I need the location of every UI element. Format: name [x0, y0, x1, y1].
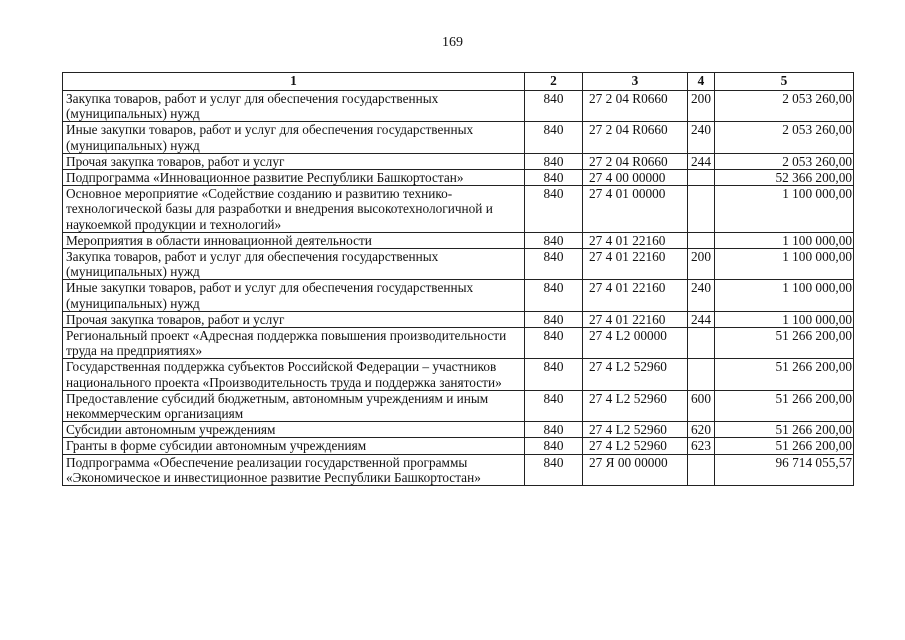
- row-name: Региональный проект «Адресная поддержка повышения производительности труда на предприятиях»: [63, 328, 525, 359]
- header-col-5: 5: [715, 73, 854, 91]
- row-code: 840: [525, 438, 583, 454]
- row-target-article: 27 2 04 R0660: [583, 122, 688, 153]
- row-target-article: 27 2 04 R0660: [583, 153, 688, 169]
- row-expense-type: 200: [688, 249, 715, 280]
- row-amount: 1 100 000,00: [715, 186, 854, 233]
- header-col-3: 3: [583, 73, 688, 91]
- table-row: [63, 422, 854, 438]
- row-amount: 96 714 055,57: [715, 454, 854, 485]
- row-target-article: 27 4 01 00000: [583, 186, 688, 233]
- row-amount: 51 266 200,00: [715, 359, 854, 390]
- table-row: [63, 390, 854, 421]
- row-name: Прочая закупка товаров, работ и услуг: [63, 153, 525, 169]
- row-expense-type: [688, 186, 715, 233]
- row-amount: 51 266 200,00: [715, 438, 854, 454]
- row-name: Основное мероприятие «Содействие созданию и развитию технико-технологической базы для разработки и внедрения высокотехнологичной и наукоемкой продукции и технологий»: [63, 186, 525, 233]
- row-name: Мероприятия в области инновационной деятельности: [63, 232, 525, 248]
- row-target-article: 27 4 L2 52960: [583, 438, 688, 454]
- row-expense-type: [688, 359, 715, 390]
- row-target-article: 27 2 04 R0660: [583, 91, 688, 122]
- header-col-1: 1: [63, 73, 525, 91]
- row-name: Подпрограмма «Инновационное развитие Республики Башкортостан»: [63, 170, 525, 186]
- row-code: 840: [525, 122, 583, 153]
- table-row: [63, 438, 854, 454]
- table-row: [63, 170, 854, 186]
- row-code: 840: [525, 328, 583, 359]
- row-expense-type: 244: [688, 311, 715, 327]
- row-code: 840: [525, 422, 583, 438]
- table-row: [63, 359, 854, 390]
- row-code: 840: [525, 91, 583, 122]
- table-row: [63, 232, 854, 248]
- row-name: Гранты в форме субсидии автономным учреждениям: [63, 438, 525, 454]
- row-expense-type: [688, 454, 715, 485]
- row-code: 840: [525, 454, 583, 485]
- row-amount: 2 053 260,00: [715, 153, 854, 169]
- row-target-article: 27 4 00 00000: [583, 170, 688, 186]
- budget-table: [62, 72, 854, 486]
- row-expense-type: 240: [688, 122, 715, 153]
- row-code: 840: [525, 186, 583, 233]
- row-expense-type: 240: [688, 280, 715, 311]
- row-amount: 2 053 260,00: [715, 91, 854, 122]
- row-amount: 51 266 200,00: [715, 328, 854, 359]
- row-target-article: 27 4 01 22160: [583, 311, 688, 327]
- row-expense-type: 244: [688, 153, 715, 169]
- row-amount: 51 266 200,00: [715, 390, 854, 421]
- page-number: 169: [442, 35, 463, 50]
- row-target-article: 27 4 L2 52960: [583, 390, 688, 421]
- row-code: 840: [525, 153, 583, 169]
- row-code: 840: [525, 390, 583, 421]
- row-name: Закупка товаров, работ и услуг для обеспечения государственных (муниципальных) нужд: [63, 91, 525, 122]
- table-row: [63, 280, 854, 311]
- header-col-2: 2: [525, 73, 583, 91]
- table-row: [63, 186, 854, 233]
- row-code: 840: [525, 359, 583, 390]
- row-name: Подпрограмма «Обеспечение реализации государственной программы «Экономическое и инвестиционное развитие Республики Башкортостан»: [63, 454, 525, 485]
- row-code: 840: [525, 280, 583, 311]
- header-col-4: 4: [688, 73, 715, 91]
- table-row: [63, 328, 854, 359]
- row-amount: 51 266 200,00: [715, 422, 854, 438]
- table-row: [63, 91, 854, 122]
- row-expense-type: [688, 170, 715, 186]
- row-code: 840: [525, 232, 583, 248]
- row-expense-type: 623: [688, 438, 715, 454]
- row-name: Иные закупки товаров, работ и услуг для обеспечения государственных (муниципальных) нужд: [63, 280, 525, 311]
- row-amount: 1 100 000,00: [715, 232, 854, 248]
- table-row: [63, 249, 854, 280]
- row-target-article: 27 4 01 22160: [583, 249, 688, 280]
- table-row: [63, 311, 854, 327]
- row-target-article: 27 4 L2 52960: [583, 359, 688, 390]
- row-name: Закупка товаров, работ и услуг для обеспечения государственных (муниципальных) нужд: [63, 249, 525, 280]
- row-amount: 1 100 000,00: [715, 249, 854, 280]
- row-expense-type: 600: [688, 390, 715, 421]
- row-amount: 2 053 260,00: [715, 122, 854, 153]
- row-target-article: 27 4 01 22160: [583, 280, 688, 311]
- row-amount: 1 100 000,00: [715, 311, 854, 327]
- row-expense-type: 200: [688, 91, 715, 122]
- row-target-article: 27 Я 00 00000: [583, 454, 688, 485]
- row-name: Субсидии автономным учреждениям: [63, 422, 525, 438]
- table-row: [63, 454, 854, 485]
- row-amount: 1 100 000,00: [715, 280, 854, 311]
- row-name: Иные закупки товаров, работ и услуг для обеспечения государственных (муниципальных) нужд: [63, 122, 525, 153]
- row-amount: 52 366 200,00: [715, 170, 854, 186]
- row-target-article: 27 4 L2 00000: [583, 328, 688, 359]
- row-name: Предоставление субсидий бюджетным, автономным учреждениям и иным некоммерческим организациям: [63, 390, 525, 421]
- table-row: [63, 153, 854, 169]
- row-target-article: 27 4 01 22160: [583, 232, 688, 248]
- header-row: [63, 73, 854, 91]
- row-code: 840: [525, 311, 583, 327]
- row-expense-type: [688, 232, 715, 248]
- row-code: 840: [525, 170, 583, 186]
- row-name: Прочая закупка товаров, работ и услуг: [63, 311, 525, 327]
- row-code: 840: [525, 249, 583, 280]
- row-expense-type: 620: [688, 422, 715, 438]
- row-target-article: 27 4 L2 52960: [583, 422, 688, 438]
- table-row: [63, 122, 854, 153]
- row-expense-type: [688, 328, 715, 359]
- row-name: Государственная поддержка субъектов Российской Федерации – участников национального проекта «Производительность труда и поддержка занятости»: [63, 359, 525, 390]
